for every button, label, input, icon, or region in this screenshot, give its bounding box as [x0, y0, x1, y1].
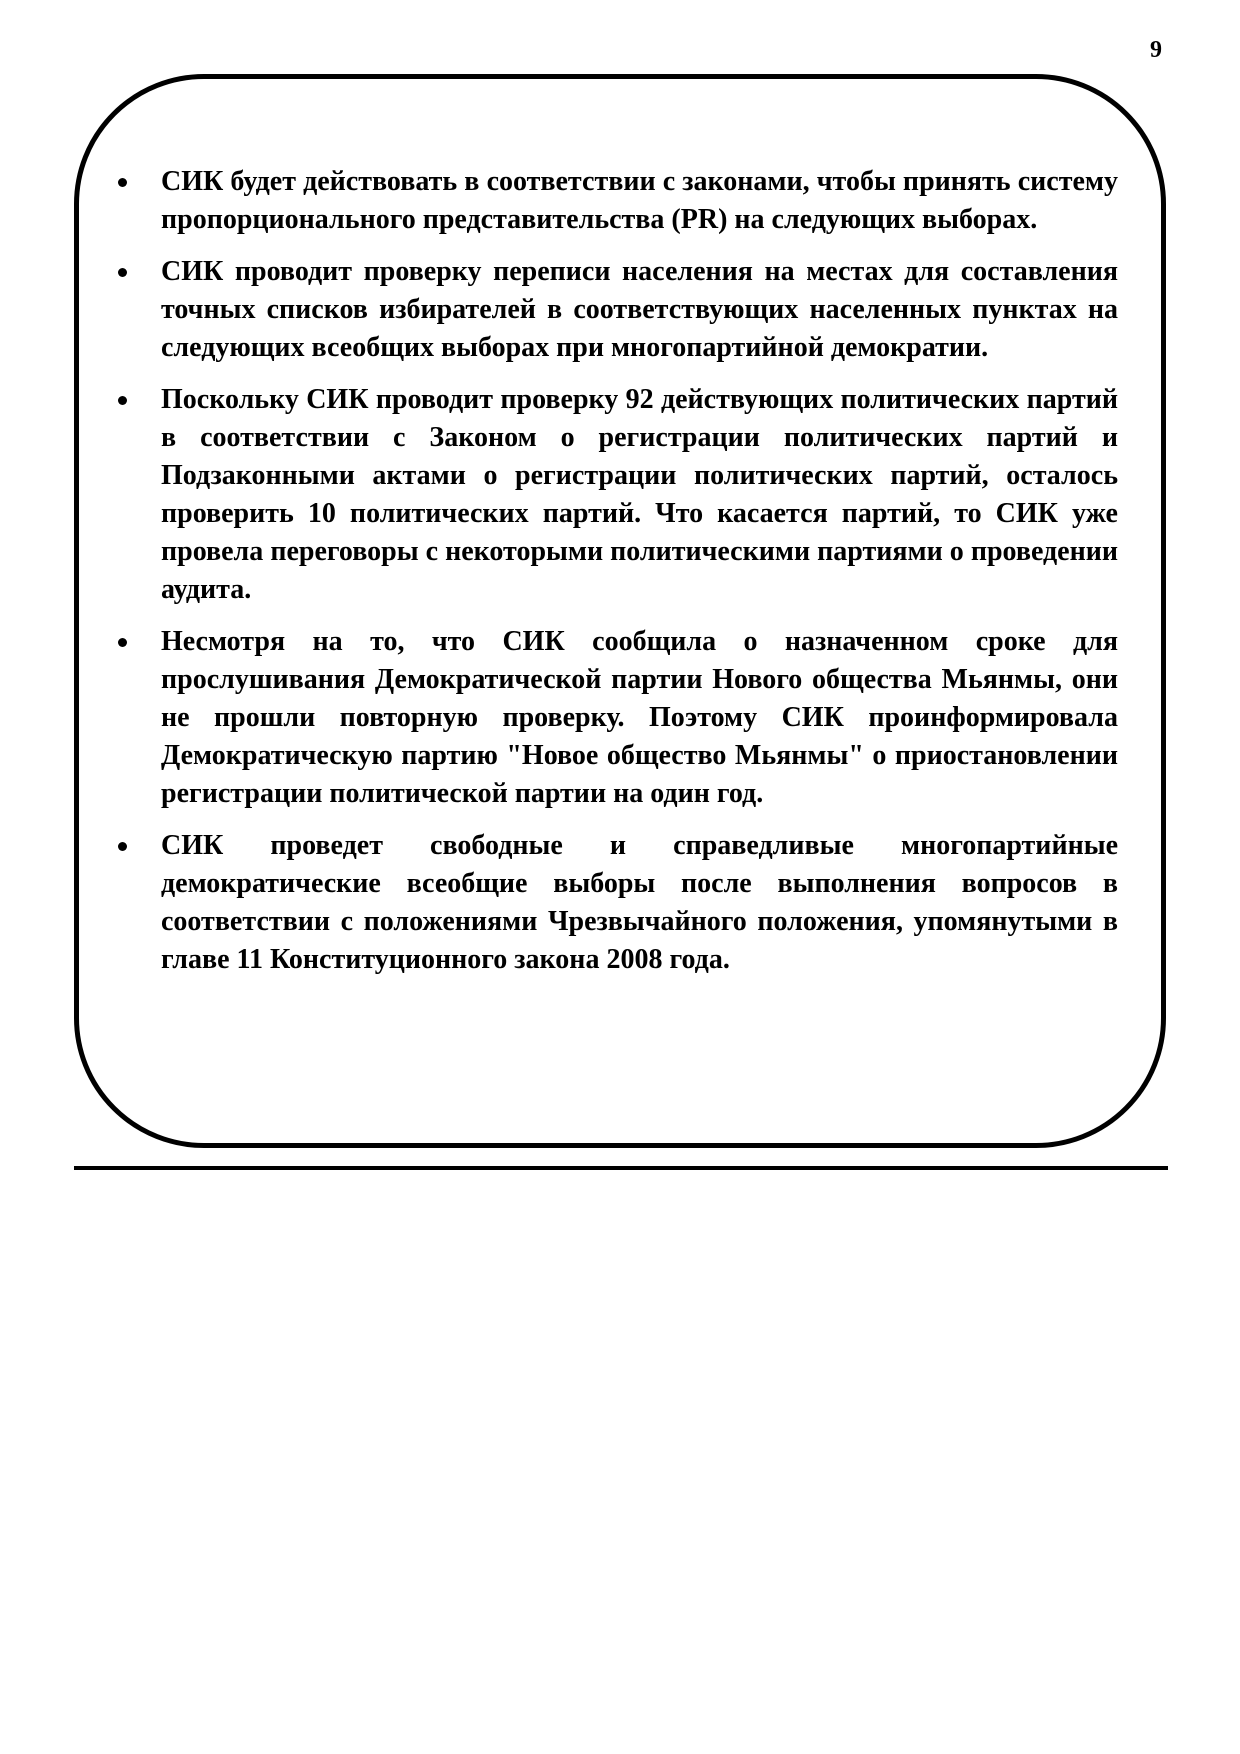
bullet-text: СИК проведет свободные и справедливые многопартийные демократические всеобщие выборы после выполнения вопросов в соответствии с положениями Чрезвычайного положения, упомянутыми в главе 11 Конституционного закона 2008 года. — [161, 830, 1118, 975]
bullet-icon — [118, 268, 127, 277]
page-number: 9 — [1150, 37, 1162, 63]
bullet-item — [118, 163, 1118, 239]
horizontal-rule — [74, 1166, 1168, 1170]
bullet-icon — [118, 638, 127, 647]
bullet-item — [118, 827, 1118, 979]
bullet-text: СИК будет действовать в соответствии с законами, чтобы принять систему пропорционального представительства (PR) на следующих выборах. — [161, 166, 1118, 235]
bullet-text: Несмотря на то, что СИК сообщила о назначенном сроке для прослушивания Демократической партии Нового общества Мьянмы, они не прошли повторную проверку. Поэтому СИК проинформировала Демократическую партию "Новое общество Мьянмы" о приостановлении регистрации политической партии на один год. — [161, 626, 1118, 809]
bullet-item — [118, 623, 1118, 813]
bullet-icon — [118, 396, 127, 405]
bullet-icon — [118, 842, 127, 851]
bullet-text: Поскольку СИК проводит проверку 92 действующих политических партий в соответствии с Законом о регистрации политических партий и Подзаконными актами о регистрации политических партий, осталось проверить 10 политических партий. Что касается партий, то СИК уже провела переговоры с некоторыми политическими партиями о проведении аудита. — [161, 384, 1118, 605]
bullet-text: СИК проводит проверку переписи населения на местах для составления точных списков избирателей в соответствующих населенных пунктах на следующих всеобщих выборах при многопартийной демократии. — [161, 256, 1118, 363]
bullet-item — [118, 253, 1118, 367]
bullet-item — [118, 381, 1118, 609]
bullet-icon — [118, 178, 127, 187]
bullet-list — [118, 163, 1118, 993]
